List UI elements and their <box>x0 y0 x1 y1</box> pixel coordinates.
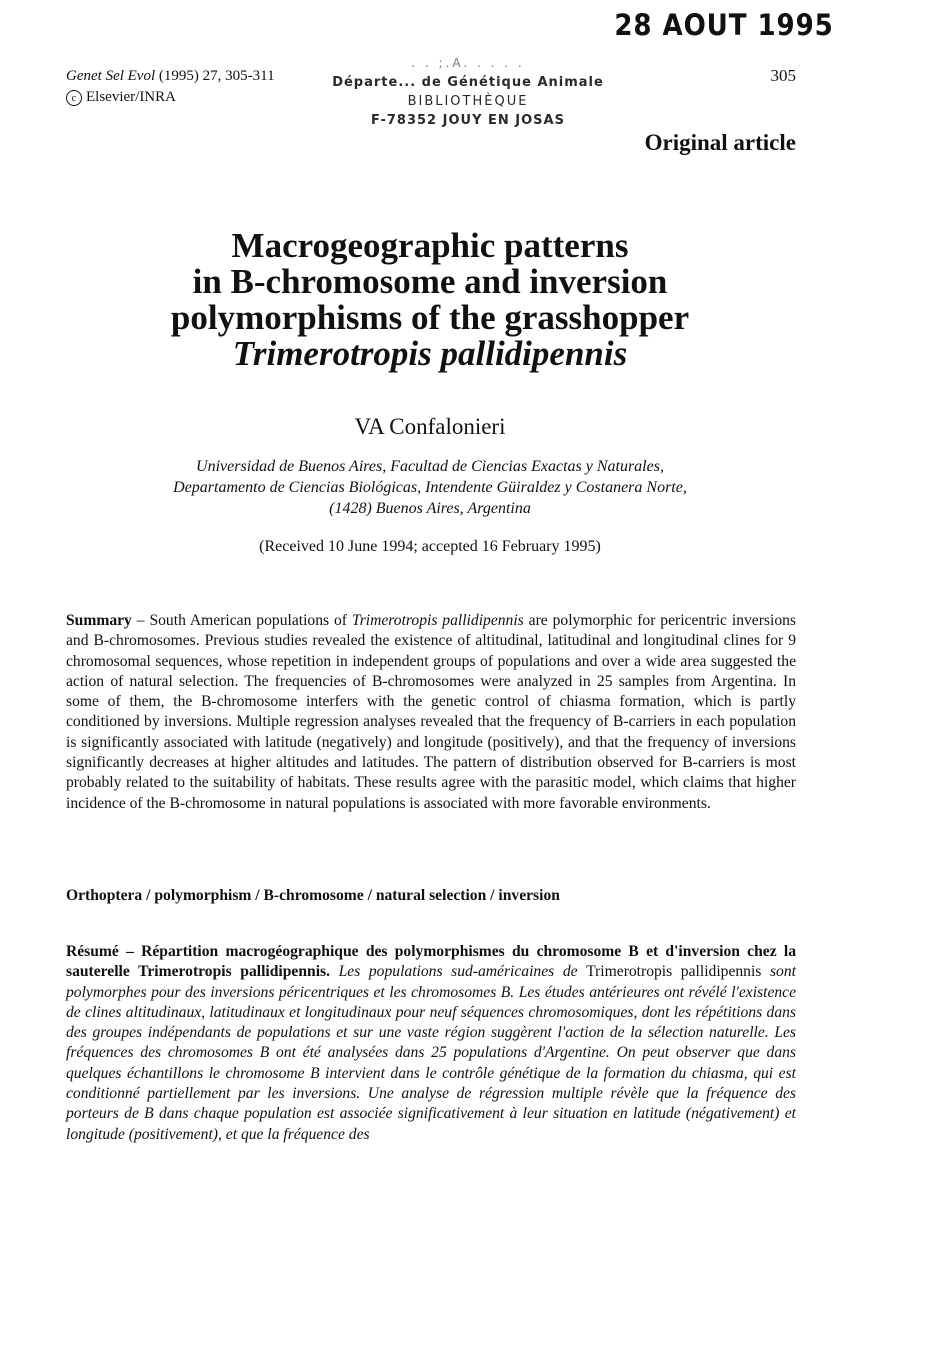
journal-name: Genet Sel Evol <box>66 68 156 84</box>
affiliation-line: (1428) Buenos Aires, Argentina <box>329 500 531 517</box>
page-number: 305 <box>770 66 796 85</box>
stamp-line: . . ;.A. . . . . <box>411 56 525 70</box>
author: VA Confalonieri <box>354 414 506 439</box>
publisher: Elsevier/INRA <box>86 89 176 105</box>
received-dates: (Received 10 June 1994; accepted 16 February 1995) <box>259 538 601 555</box>
resume-text: sont polymorphes pour des inversions péricentriques et les chromosomes B. Les études antérieures ont révélé l'existence de clines altitudinaux, latitudinaux et longitudinaux pour neuf séquences chromosomiques, dont les répétitions dans des groupes indépendants de populations et sur une vaste région suggèrent l'action de la sélection naturelle. Les fréquences des chromosomes B ont été analysées dans 25 populations d'Argentine. On peut observer que dans quelques échantillons le chromosome B intervient dans le contrôle génétique de la formation du chiasma, qui est conditionné partiellement par les inversions. Une analyse de régression multiple révèle que la fréquence des porteurs de B dans chaque population est associée significativement à leur situation en latitude (négativement) et longitude (positivement), et que la fréquence des <box>66 963 796 1143</box>
copyright-icon: c <box>66 90 82 106</box>
title-species: Trimerotropis pallidipennis <box>232 334 628 373</box>
journal-citation <box>66 66 275 108</box>
title-line: polymorphisms of the grasshopper <box>170 298 690 337</box>
library-stamp <box>328 54 608 130</box>
article-type: Original article <box>644 130 796 155</box>
article-title <box>0 228 860 372</box>
copyright-line <box>66 87 275 108</box>
resume-label: Résumé – Répartition macrogéographique des polymorphismes du chromosome B et d'inversion chez la sauterelle Trimerotropis pallidipennis. <box>66 943 796 981</box>
summary-paragraph <box>66 611 796 814</box>
journal-line <box>66 66 275 87</box>
title-line: in B-chromosome and inversion <box>192 262 668 301</box>
affiliation <box>0 456 860 519</box>
summary-species: Trimerotropis pallidipennis <box>351 612 524 629</box>
affiliation-line: Departamento de Ciencias Biológicas, Intendente Güiraldez y Costanera Norte, <box>173 479 687 496</box>
stamp-line: BIBLIOTHÈQUE <box>407 94 529 109</box>
summary-label: Summary <box>66 612 132 629</box>
resume-species: Trimerotropis pallidipennis <box>586 963 762 981</box>
summary-intro: – South American populations of <box>131 612 352 629</box>
affiliation-line: Universidad de Buenos Aires, Facultad de Ciencias Exactas y Naturales, <box>196 458 664 475</box>
summary-text: are polymorphic for pericentric inversions and B-chromosomes. Previous studies revealed the existence of altitudinal, latitudinal and longitudinal clines for 9 chromosomal sequences, whose repetition in independent groups of populations and over a wide area suggested the action of natural selection. The frequencies of B-chromosomes were analyzed in 25 samples from Argentina. In some of them, the B-chromosome interfers with the genetic control of chiasma formation, which is partly conditioned by inversions. Multiple regression analyses revealed that the frequency of B-carriers in each population is significantly associated with latitude (negatively) and longitude (positively), and that the frequency of inversions significantly decreases at higher altitudes and latitudes. The pattern of distribution observed for B-carriers is most probably related to the suitability of habitats. These results agree with the parasitic model, which claims that higher incidence of the B-chromosome in natural populations is associated with more favorable environments. <box>66 612 796 812</box>
stamp-line: F-78352 JOUY EN JOSAS <box>371 113 565 128</box>
resume-text: Les populations sud-américaines de <box>330 963 587 981</box>
title-line: Macrogeographic patterns <box>231 226 629 265</box>
journal-volume-pages: (1995) 27, 305-311 <box>158 68 275 84</box>
stamp-line: Départe... de Génétique Animale <box>332 75 604 90</box>
received-date-stamp: 28 AOUT 1995 <box>614 8 834 42</box>
keywords: Orthoptera / polymorphism / B-chromosome / natural selection / inversion <box>66 887 560 904</box>
resume-paragraph <box>66 942 796 1145</box>
